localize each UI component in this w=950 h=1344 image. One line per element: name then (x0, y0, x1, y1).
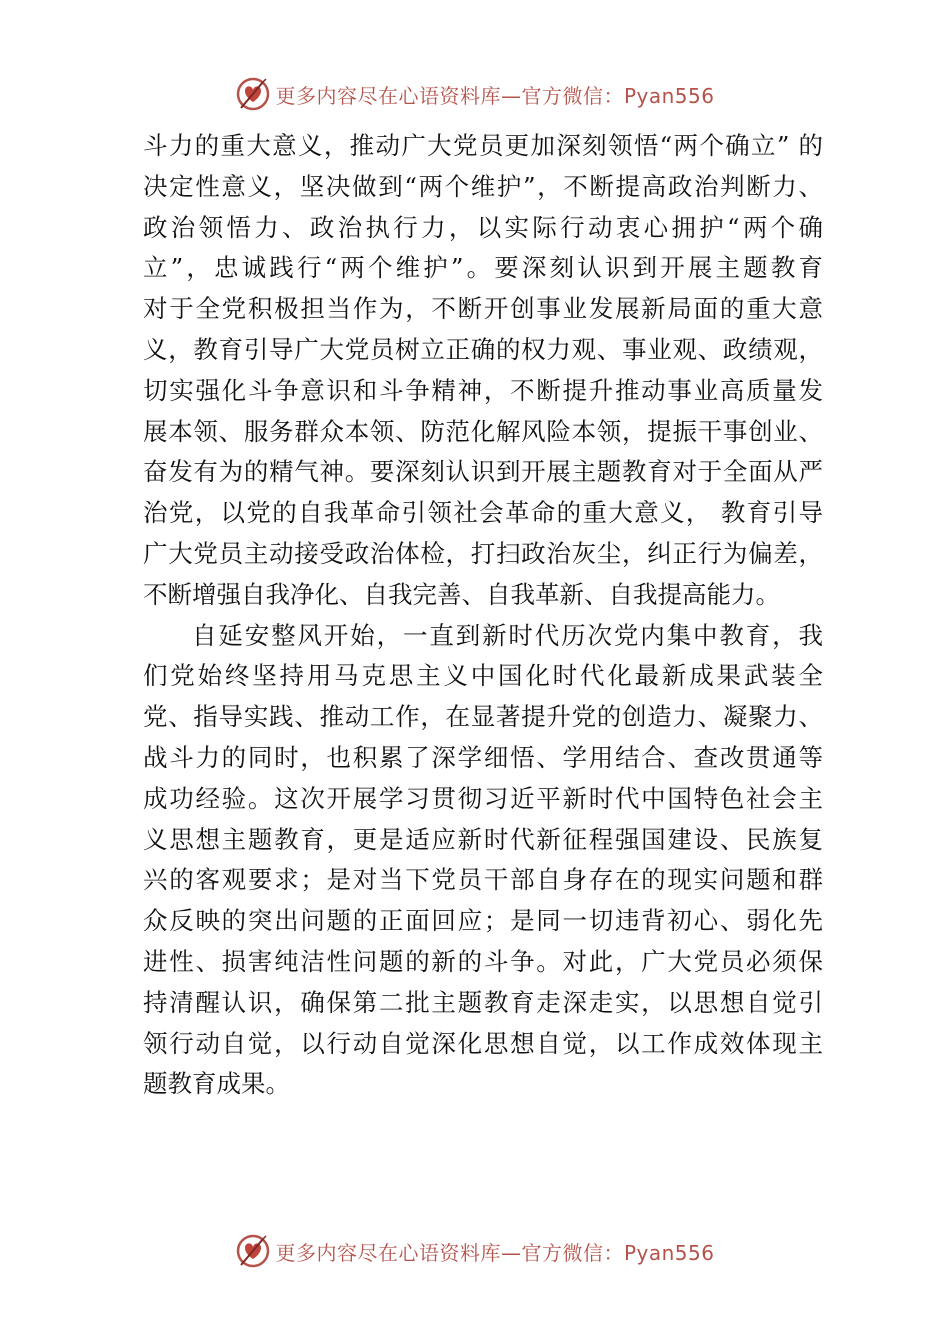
body-text-line: 进性、损害纯洁性问题的新的斗争。对此，广大党员必须保 (143, 946, 823, 976)
body-text-line: 广大党员主动接受政治体检，打扫政治灰尘，纠正行为偏差， (143, 538, 823, 568)
footer-banner-text: 更多内容尽在心语资料库—官方微信：Pyan556 (275, 1240, 715, 1265)
body-text-line: 兴的客观要求；是对当下党员干部自身存在的现实问题和群 (143, 865, 823, 895)
body-text-line: 自延安整风开始，一直到新时代历次党内集中教育，我 (192, 620, 823, 650)
body-text-line: 治党，以党的自我革命引领社会革命的重大意义， 教育引导 (143, 498, 823, 528)
body-text-line: 义，教育引导广大党员树立正确的权力观、事业观、政绩观， (143, 334, 823, 364)
body-text-line: 党、指导实践、推动工作，在显著提升党的创造力、凝聚力、 (143, 702, 823, 732)
heart-feather-logo-icon (235, 76, 271, 112)
body-text-line: 立”，忠诚践行“两个维护”。要深刻认识到开展主题教育 (143, 253, 823, 283)
body-text-line: 对于全党积极担当作为，不断开创事业发展新局面的重大意 (143, 294, 823, 324)
body-text-line: 切实强化斗争意识和斗争精神，不断提升推动事业高质量发 (143, 375, 823, 405)
heart-feather-logo-icon (235, 1233, 271, 1269)
body-text-line: 题教育成果。 (143, 1069, 290, 1099)
body-text-line: 奋发有为的精气神。要深刻认识到开展主题教育对于全面从严 (143, 457, 823, 487)
body-text-line: 们党始终坚持用马克思主义中国化时代化最新成果武装全 (143, 661, 823, 691)
header-banner-text: 更多内容尽在心语资料库—官方微信：Pyan556 (275, 83, 715, 108)
body-text-line: 义思想主题教育，更是适应新时代新征程强国建设、民族复 (143, 824, 823, 854)
header-banner (0, 72, 950, 116)
body-text-line: 成功经验。这次开展学习贯彻习近平新时代中国特色社会主 (143, 783, 823, 813)
footer-banner (0, 1229, 950, 1273)
body-text-line: 持清醒认识，确保第二批主题教育走深走实，以思想自觉引 (143, 987, 823, 1017)
body-text-line: 展本领、服务群众本领、防范化解风险本领，提振干事创业、 (143, 416, 823, 446)
body-text-line: 不断增强自我净化、自我完善、自我革新、自我提高能力。 (143, 579, 780, 609)
body-text-line: 政治领悟力、政治执行力，以实际行动衷心拥护“两个确 (143, 212, 823, 242)
body-text-line: 领行动自觉，以行动自觉深化思想自觉，以工作成效体现主 (143, 1028, 823, 1058)
body-text-line: 众反映的突出问题的正面回应；是同一切违背初心、弱化先 (143, 906, 823, 936)
body-text-line: 决定性意义，坚决做到“两个维护”，不断提高政治判断力、 (143, 171, 823, 201)
body-text-line: 斗力的重大意义，推动广大党员更加深刻领悟“两个确立” 的 (143, 131, 823, 160)
document-body (143, 126, 823, 1105)
body-text-line: 战斗力的同时，也积累了深学细悟、学用结合、查改贯通等 (143, 742, 823, 772)
